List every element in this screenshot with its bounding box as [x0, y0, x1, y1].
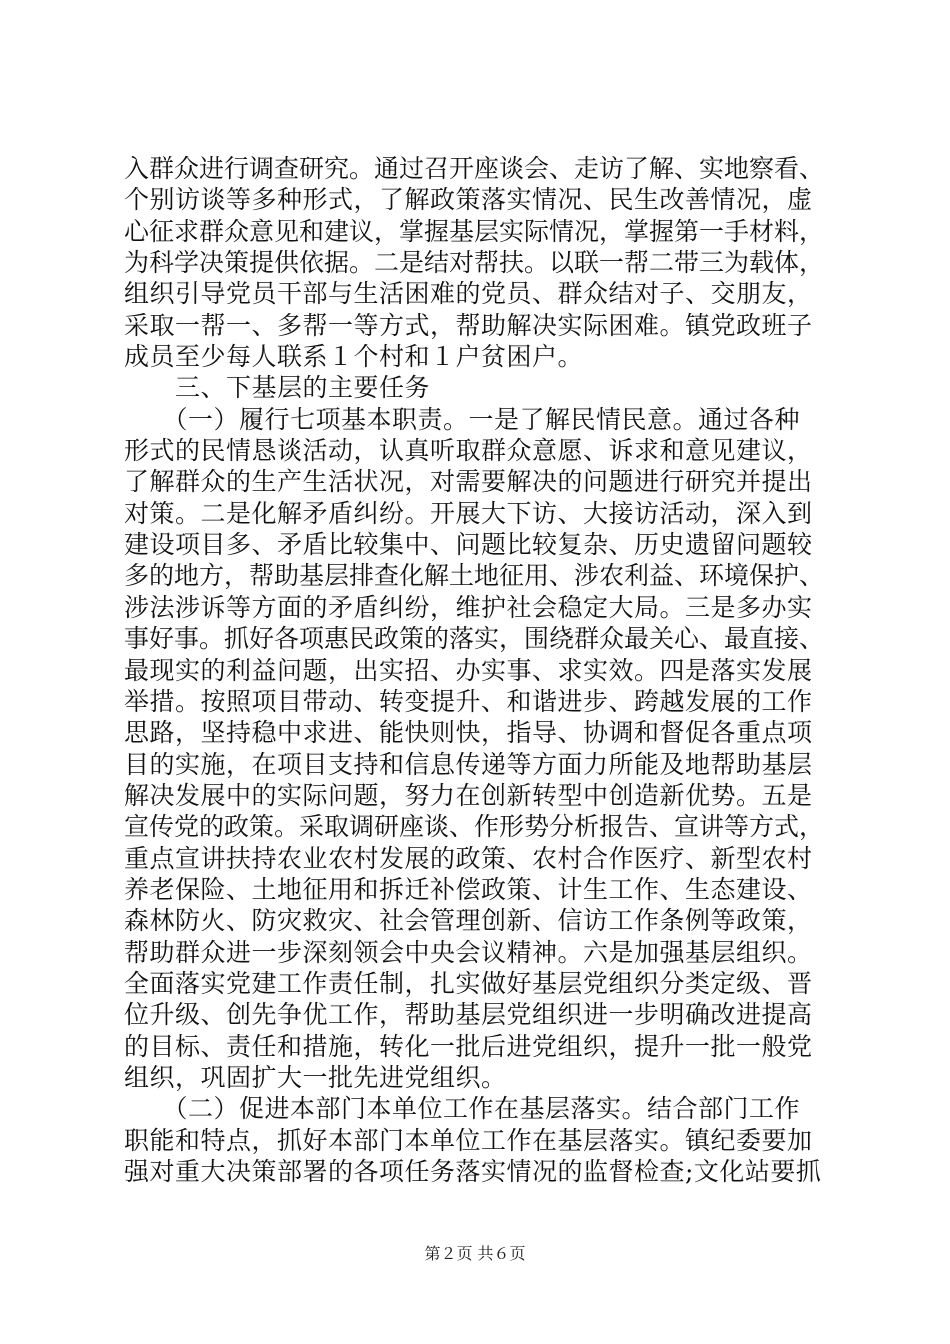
text-line: 建设项目多、矛盾比较集中、问题比较复杂、历史遗留问题较 [124, 530, 813, 560]
text-line: 帮助群众进一步深刻领会中央会议精神。六是加强基层组织。 [124, 937, 813, 967]
text-line: 对策。二是化解矛盾纠纷。开展大下访、大接访活动，深入到 [124, 498, 813, 528]
text-line: 入群众进行调查研究。通过召开座谈会、走访了解、实地察看、 [124, 154, 825, 183]
body-text [124, 153, 830, 1187]
text-line: 全面落实党建工作责任制，扎实做好基层党组织分类定级、晋 [124, 968, 813, 998]
text-line: 采取一帮一、多帮一等方式，帮助解决实际困难。镇党政班子 [124, 310, 813, 340]
page-footer: 第２页 共６页 [424, 1244, 526, 1263]
text-line: 森林防火、防灾救灾、社会管理创新、信访工作条例等政策， [124, 906, 813, 936]
text-line: 事好事。抓好各项惠民政策的落实，围绕群众最关心、最直接、 [124, 624, 825, 654]
text-line: 思路，坚持稳中求进、能快则快，指导、协调和督促各重点项 [124, 718, 813, 748]
text-line: 职能和特点，抓好本部门本单位工作在基层落实。镇纪委要加 [124, 1125, 813, 1155]
text-line: 强对重大决策部署的各项任务落实情况的监督检查;文化站要抓 [124, 1157, 822, 1186]
text-line: 的目标、责任和措施，转化一批后进党组织，提升一批一般党 [124, 1031, 813, 1061]
text-line: 为科学决策提供依据。二是结对帮扶。以联一帮二带三为载体， [124, 248, 825, 278]
text-line: 解决发展中的实际问题，努力在创新转型中创造新优势。五是 [124, 780, 813, 810]
text-line: 三、下基层的主要任务 [124, 373, 431, 403]
text-line: 个别访谈等多种形式，了解政策落实情况、民生改善情况，虚 [124, 185, 813, 215]
text-line: 目的实施，在项目支持和信息传递等方面力所能及地帮助基层 [124, 749, 813, 779]
text-line: 养老保险、土地征用和拆迁补偿政策、计生工作、生态建设、 [124, 874, 813, 904]
text-line: （一）履行七项基本职责。一是了解民情民意。通过各种 [124, 404, 801, 434]
text-line: 重点宣讲扶持农业农村发展的政策、农村合作医疗、新型农村 [124, 843, 813, 873]
text-line: 了解群众的生产生活状况，对需要解决的问题进行研究并提出 [124, 467, 813, 497]
text-line: 多的地方，帮助基层排查化解土地征用、涉农利益、环境保护、 [124, 561, 825, 591]
text-line: 位升级、创先争优工作，帮助基层党组织进一步明确改进提高 [124, 1000, 813, 1030]
text-line: 涉法涉诉等方面的矛盾纠纷，维护社会稳定大局。三是多办实 [124, 592, 813, 622]
text-line: 形式的民情恳谈活动，认真听取群众意愿、诉求和意见建议， [124, 436, 813, 466]
text-line: 最现实的利益问题，出实招、办实事、求实效。四是落实发展 [124, 655, 813, 685]
text-line: （二）促进本部门本单位工作在基层落实。结合部门工作 [124, 1094, 801, 1124]
text-line: 组织，巩固扩大一批先进党组织。 [124, 1062, 507, 1092]
text-line: 成员至少每人联系１个村和１户贫困户。 [124, 342, 584, 372]
text-line: 心征求群众意见和建议，掌握基层实际情况，掌握第一手材料， [124, 216, 825, 246]
text-line: 举措。按照项目带动、转变提升、和谐进步、跨越发展的工作 [124, 686, 813, 716]
text-line: 组织引导党员干部与生活困难的党员、群众结对子、交朋友， [124, 279, 813, 309]
text-line: 宣传党的政策。采取调研座谈、作形势分析报告、宣讲等方式， [124, 812, 825, 842]
